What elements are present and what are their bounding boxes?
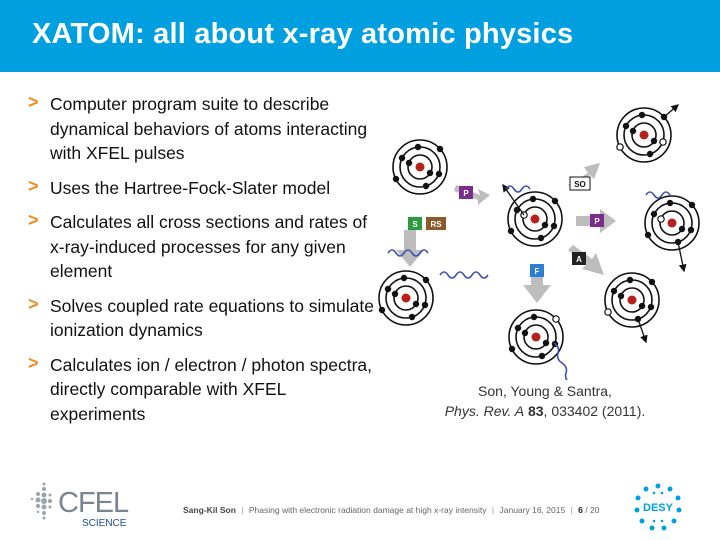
atom-core-hole	[503, 185, 562, 246]
label-p2: P	[594, 217, 600, 226]
atom-fluorescence	[509, 310, 563, 364]
citation-volume: 83	[527, 403, 544, 419]
footer-talk-title: Phasing with electronic radiation damage at high x-ray intensity	[248, 505, 487, 515]
citation-authors: Son, Young & Santra,	[478, 383, 612, 399]
footer-date: January 16, 2015	[499, 505, 566, 515]
label-f: F	[534, 267, 540, 276]
label-s: S	[412, 220, 418, 229]
footer-author: Sang-Kil Son	[183, 505, 236, 515]
atom-auger	[605, 273, 659, 342]
atom-initial	[393, 140, 447, 194]
bullet-text: Calculates all cross sections and rates of x-ray-induced processes for any given element	[50, 212, 368, 281]
bullet-marker: >	[28, 210, 39, 230]
photon-fluorescence	[554, 343, 570, 380]
photon-waves	[388, 186, 670, 380]
bullet-text: Calculates ion / electron / photon spectra, directly comparable with XFEL experiments	[50, 354, 372, 424]
bullet-marker: >	[28, 293, 39, 314]
atom-double-hole	[645, 196, 699, 271]
cfel-logo	[24, 478, 144, 530]
footer-separator: |	[570, 505, 573, 515]
bullet-text: Computer program suite to describe dynamical behaviors of atoms interacting with XFEL pulses	[50, 94, 368, 163]
citation-reference	[410, 401, 680, 421]
photon-in-core	[506, 186, 530, 192]
footer-page-number: 6	[578, 505, 583, 515]
cfel-science: SCIENCE	[82, 518, 127, 529]
bullet-item	[28, 353, 378, 427]
process-labels	[408, 177, 604, 277]
atomic-process-diagram	[368, 85, 720, 380]
citation-rest: , 033402 (2011).	[543, 403, 646, 419]
cfel-dots-icon	[31, 483, 52, 520]
bullet-marker: >	[28, 175, 39, 196]
footer-separator: |	[241, 505, 244, 515]
label-so: SO	[574, 180, 586, 189]
label-rs: RS	[430, 220, 442, 229]
footer	[183, 505, 599, 515]
arrow-s-down	[396, 230, 424, 267]
bullet-text: Uses the Hartree-Fock-Slater model	[50, 177, 331, 198]
slide-title: XATOM: all about x-ray atomic physics	[32, 18, 574, 50]
atom-scattered	[379, 271, 433, 325]
footer-page-total: / 20	[585, 505, 600, 515]
bullet-text: Solves coupled rate equations to simulate ionization dynamics	[50, 295, 374, 340]
desy-logo	[634, 483, 682, 531]
bullet-item	[28, 176, 378, 201]
bullet-marker: >	[28, 92, 39, 112]
cfel-wordmark: CFEL	[58, 487, 129, 519]
bullet-item	[28, 210, 378, 284]
header-bar	[0, 0, 720, 72]
citation-journal: Phys. Rev. A	[444, 403, 525, 419]
citation	[410, 381, 680, 421]
bullet-item	[28, 294, 378, 343]
label-p1: P	[463, 189, 469, 198]
desy-wordmark: DESY	[643, 502, 673, 514]
photon-out-scatter	[440, 272, 488, 278]
atom-shakeoff	[617, 105, 678, 162]
bullet-list	[28, 92, 378, 436]
label-a: A	[576, 255, 582, 264]
bullet-marker: >	[28, 352, 39, 373]
bullet-item	[28, 92, 378, 166]
footer-separator: |	[491, 505, 495, 515]
